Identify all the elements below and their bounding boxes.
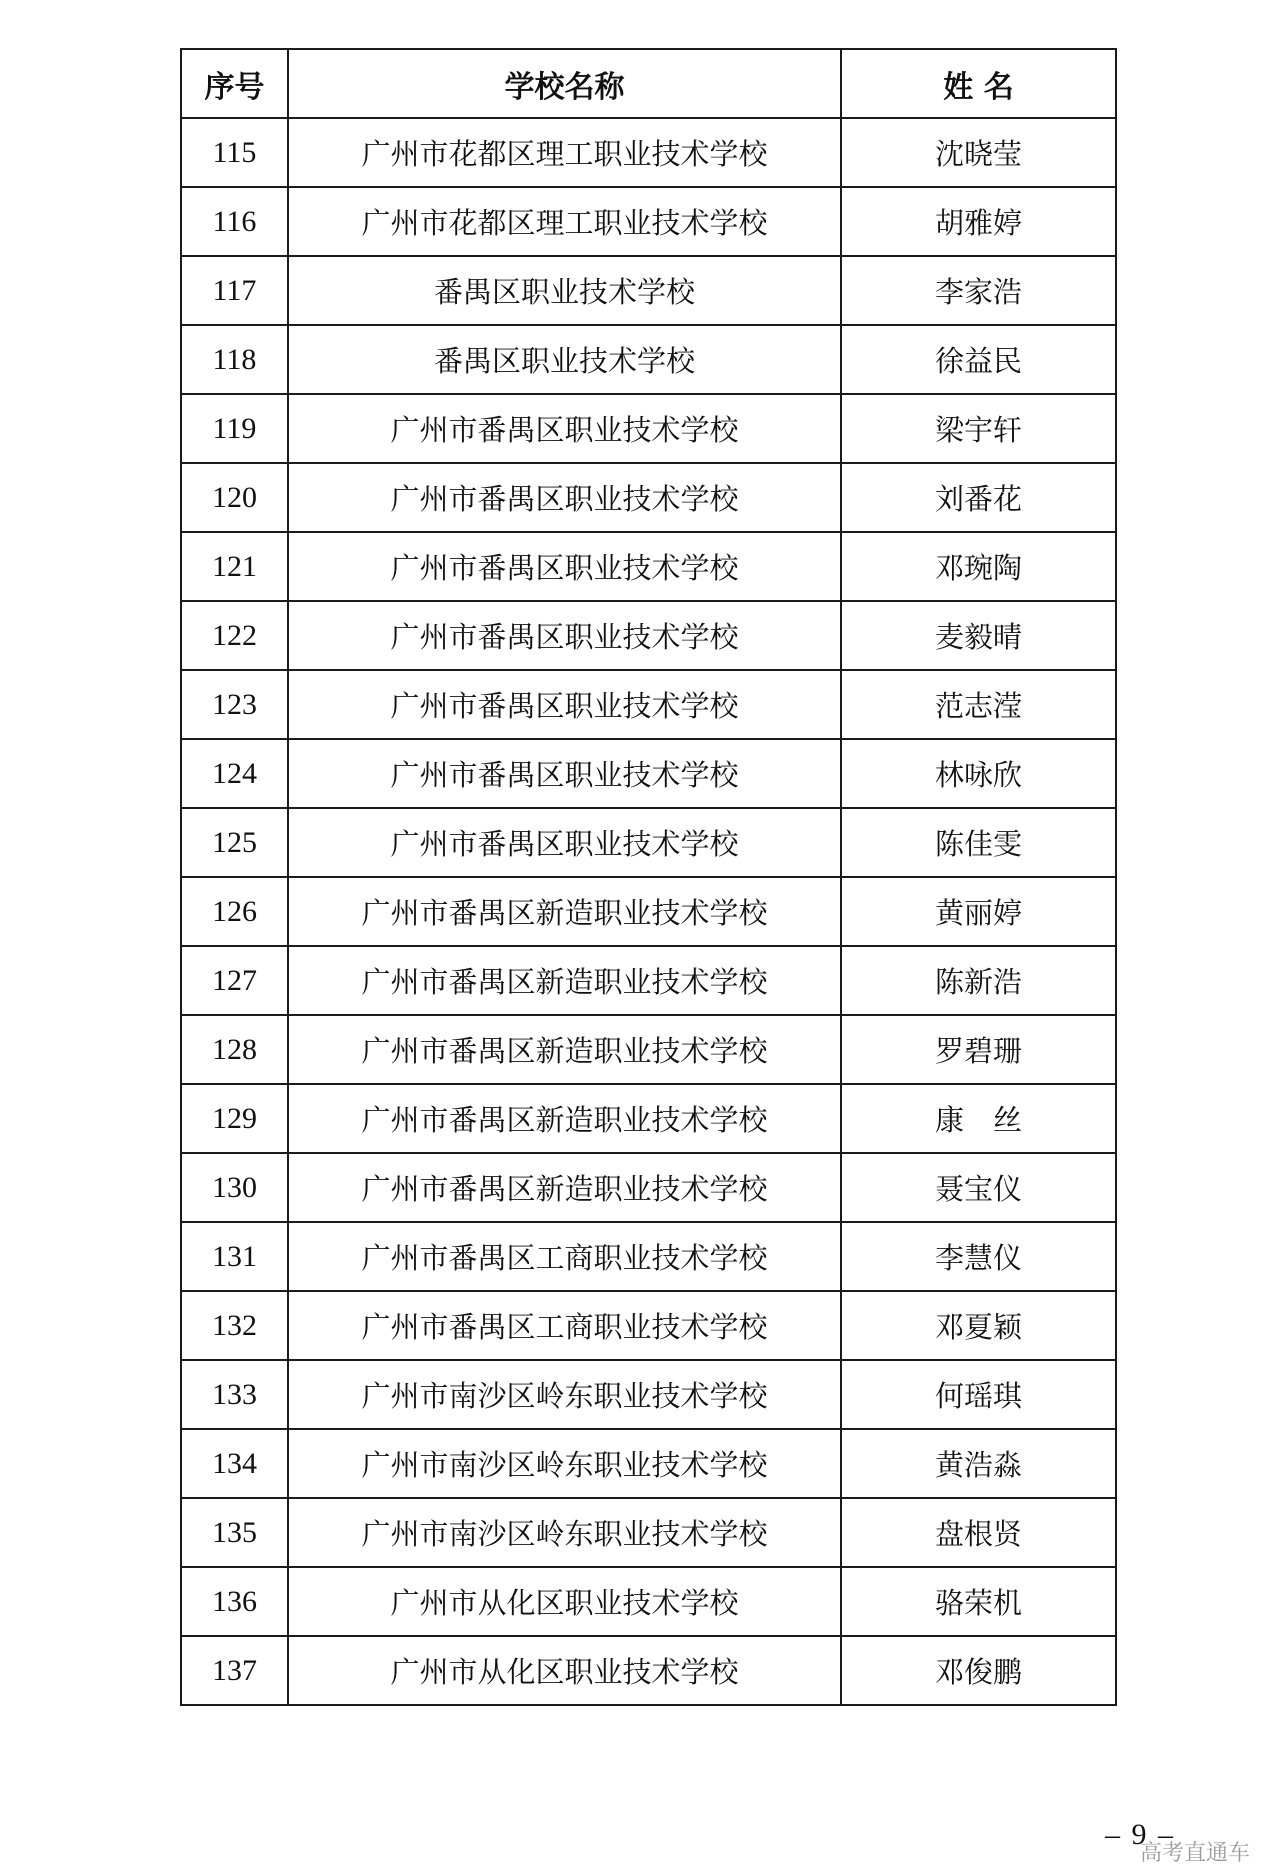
cell-student-name: 邓俊鹏: [841, 1636, 1116, 1705]
cell-serial-number: 122: [181, 601, 288, 670]
table-row: [181, 1222, 1116, 1291]
cell-student-name: 陈新浩: [841, 946, 1116, 1015]
cell-school-name: 广州市番禺区工商职业技术学校: [288, 1291, 841, 1360]
cell-serial-number: 128: [181, 1015, 288, 1084]
cell-student-name: 骆荣机: [841, 1567, 1116, 1636]
cell-school-name: 广州市番禺区新造职业技术学校: [288, 1153, 841, 1222]
cell-school-name: 广州市番禺区职业技术学校: [288, 394, 841, 463]
cell-student-name: 盘根贤: [841, 1498, 1116, 1567]
table-row: [181, 187, 1116, 256]
cell-school-name: 广州市番禺区职业技术学校: [288, 808, 841, 877]
cell-student-name: 黄浩淼: [841, 1429, 1116, 1498]
table-row: [181, 394, 1116, 463]
header-school-name: 学校名称: [288, 49, 841, 118]
cell-student-name: 罗碧珊: [841, 1015, 1116, 1084]
cell-school-name: 广州市番禺区工商职业技术学校: [288, 1222, 841, 1291]
cell-serial-number: 132: [181, 1291, 288, 1360]
table-row: [181, 808, 1116, 877]
table-row: [181, 118, 1116, 187]
cell-student-name: 胡雅婷: [841, 187, 1116, 256]
cell-school-name: 广州市番禺区新造职业技术学校: [288, 1015, 841, 1084]
cell-student-name: 聂宝仪: [841, 1153, 1116, 1222]
cell-school-name: 广州市从化区职业技术学校: [288, 1567, 841, 1636]
table-row: [181, 1153, 1116, 1222]
cell-serial-number: 125: [181, 808, 288, 877]
cell-serial-number: 127: [181, 946, 288, 1015]
cell-serial-number: 134: [181, 1429, 288, 1498]
page-number: – 9 –: [1105, 1818, 1175, 1851]
cell-school-name: 广州市南沙区岭东职业技术学校: [288, 1429, 841, 1498]
cell-school-name: 广州市番禺区职业技术学校: [288, 532, 841, 601]
cell-student-name: 梁宇轩: [841, 394, 1116, 463]
table-row: [181, 670, 1116, 739]
cell-school-name: 广州市番禺区职业技术学校: [288, 670, 841, 739]
cell-student-name: 黄丽婷: [841, 877, 1116, 946]
cell-student-name: 沈晓莹: [841, 118, 1116, 187]
table-body: [181, 118, 1116, 1705]
cell-school-name: 广州市番禺区新造职业技术学校: [288, 946, 841, 1015]
cell-student-name: 刘番花: [841, 463, 1116, 532]
table-row: [181, 1084, 1116, 1153]
watermark-text: 高考直通车: [1140, 1841, 1251, 1866]
header-student-name: 姓 名: [841, 49, 1116, 118]
cell-school-name: 广州市番禺区新造职业技术学校: [288, 1084, 841, 1153]
table-row: [181, 256, 1116, 325]
cell-student-name: 康 丝: [841, 1084, 1116, 1153]
cell-serial-number: 120: [181, 463, 288, 532]
cell-school-name: 广州市番禺区职业技术学校: [288, 463, 841, 532]
table-row: [181, 1015, 1116, 1084]
cell-serial-number: 119: [181, 394, 288, 463]
cell-serial-number: 117: [181, 256, 288, 325]
cell-student-name: 陈佳雯: [841, 808, 1116, 877]
cell-student-name: 徐益民: [841, 325, 1116, 394]
table-row: [181, 1291, 1116, 1360]
cell-school-name: 番禺区职业技术学校: [288, 256, 841, 325]
cell-serial-number: 116: [181, 187, 288, 256]
cell-serial-number: 115: [181, 118, 288, 187]
student-list-table: [180, 48, 1117, 1706]
table-row: [181, 1567, 1116, 1636]
cell-school-name: 番禺区职业技术学校: [288, 325, 841, 394]
cell-serial-number: 129: [181, 1084, 288, 1153]
cell-serial-number: 121: [181, 532, 288, 601]
cell-school-name: 广州市番禺区职业技术学校: [288, 739, 841, 808]
cell-serial-number: 123: [181, 670, 288, 739]
cell-school-name: 广州市番禺区新造职业技术学校: [288, 877, 841, 946]
cell-serial-number: 130: [181, 1153, 288, 1222]
table-row: [181, 1429, 1116, 1498]
cell-school-name: 广州市南沙区岭东职业技术学校: [288, 1498, 841, 1567]
cell-school-name: 广州市从化区职业技术学校: [288, 1636, 841, 1705]
cell-serial-number: 137: [181, 1636, 288, 1705]
cell-student-name: 何瑶琪: [841, 1360, 1116, 1429]
table-row: [181, 739, 1116, 808]
table-row: [181, 463, 1116, 532]
cell-serial-number: 124: [181, 739, 288, 808]
cell-serial-number: 133: [181, 1360, 288, 1429]
header-serial-number: 序号: [181, 49, 288, 118]
cell-serial-number: 136: [181, 1567, 288, 1636]
cell-serial-number: 118: [181, 325, 288, 394]
cell-student-name: 邓琬陶: [841, 532, 1116, 601]
table-header-row: [181, 49, 1116, 118]
cell-student-name: 邓夏颖: [841, 1291, 1116, 1360]
cell-student-name: 李家浩: [841, 256, 1116, 325]
cell-serial-number: 126: [181, 877, 288, 946]
table-row: [181, 601, 1116, 670]
cell-school-name: 广州市南沙区岭东职业技术学校: [288, 1360, 841, 1429]
cell-student-name: 麦毅晴: [841, 601, 1116, 670]
table-row: [181, 1636, 1116, 1705]
table-row: [181, 532, 1116, 601]
table-row: [181, 946, 1116, 1015]
cell-serial-number: 135: [181, 1498, 288, 1567]
table-row: [181, 877, 1116, 946]
table-row: [181, 1498, 1116, 1567]
cell-serial-number: 131: [181, 1222, 288, 1291]
cell-student-name: 林咏欣: [841, 739, 1116, 808]
table-row: [181, 1360, 1116, 1429]
cell-school-name: 广州市番禺区职业技术学校: [288, 601, 841, 670]
cell-school-name: 广州市花都区理工职业技术学校: [288, 187, 841, 256]
cell-school-name: 广州市花都区理工职业技术学校: [288, 118, 841, 187]
table-row: [181, 325, 1116, 394]
cell-student-name: 李慧仪: [841, 1222, 1116, 1291]
cell-student-name: 范志滢: [841, 670, 1116, 739]
